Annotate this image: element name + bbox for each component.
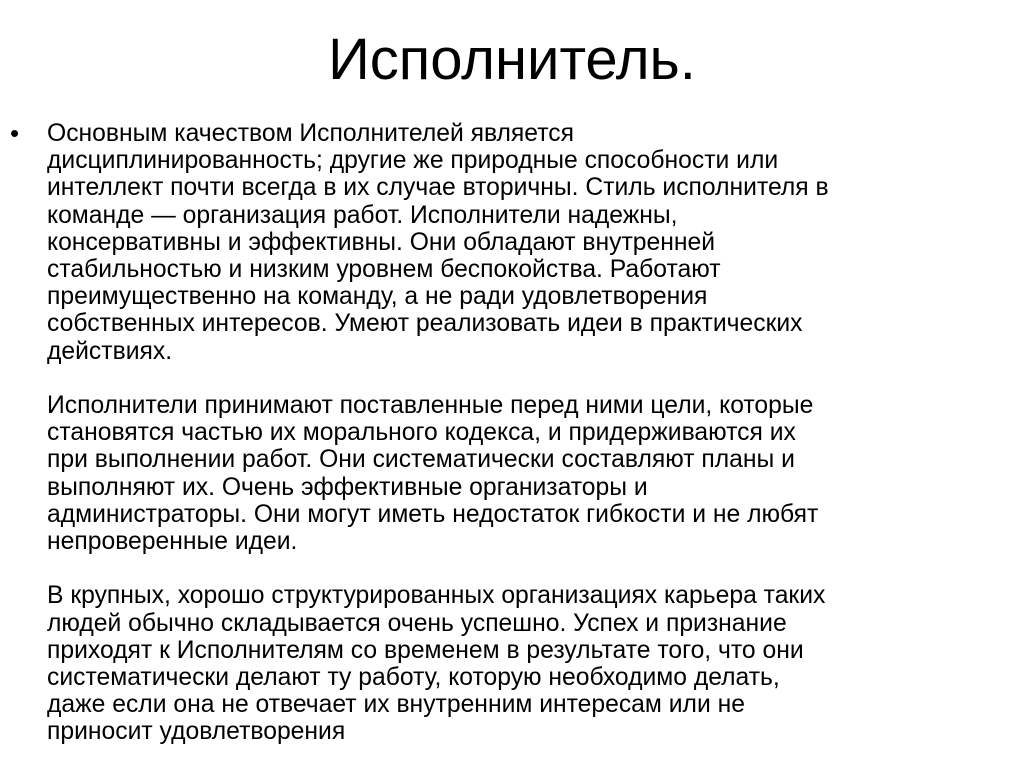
text-line: Основным качеством Исполнителей является [47, 120, 574, 147]
text-line: собственных интересов. Умеют реализовать идеи в практических [47, 310, 803, 338]
paragraph-2 [47, 392, 1007, 555]
text-line: людей обычно складывается очень успешно. Успех и признание [47, 609, 787, 637]
text-line: Исполнители принимают поставленные перед ними цели, которые [47, 392, 814, 420]
paragraph-3 [47, 582, 1007, 745]
text-line: стабильностью и низким уровнем беспокойства. Работают [47, 256, 721, 284]
text-line: приходят к Исполнителям со временем в результате того, что они [47, 636, 804, 664]
bullet-icon: • [10, 118, 20, 148]
text-line: систематически делают ту работу, которую необходимо делать, [47, 664, 780, 692]
text-line: В крупных, хорошо структурированных организациях карьера таких [47, 582, 826, 610]
text-line: дисциплинированность; другие же природные способности или [47, 147, 779, 175]
text-line: консервативны и эффективны. Они обладают внутренней [47, 228, 716, 256]
paragraph-1 [47, 120, 1007, 365]
text-line: команде — организация работ. Исполнители надежны, [47, 201, 678, 229]
text-line: приносит удовлетворения [47, 718, 346, 746]
text-line: даже если она не отвечает их внутренним интересам или не [47, 691, 745, 719]
text-line: становятся частью их морального кодекса, и придерживаются их [47, 419, 796, 447]
text-line: непроверенные идеи. [47, 528, 298, 556]
text-line: действиях. [47, 337, 173, 365]
text-line: администраторы. Они могут иметь недостаток гибкости и не любят [47, 500, 819, 528]
slide-title: Исполнитель. [328, 27, 696, 92]
text-line: выполняют их. Очень эффективные организаторы и [47, 473, 648, 501]
slide-body [47, 120, 1007, 773]
text-line: при выполнении работ. Они систематически составляют планы и [47, 446, 795, 474]
text-line: преимущественно на команду, а не ради удовлетворения [47, 283, 708, 311]
text-line: интеллект почти всегда в их случае вторичны. Стиль исполнителя в [47, 174, 829, 202]
